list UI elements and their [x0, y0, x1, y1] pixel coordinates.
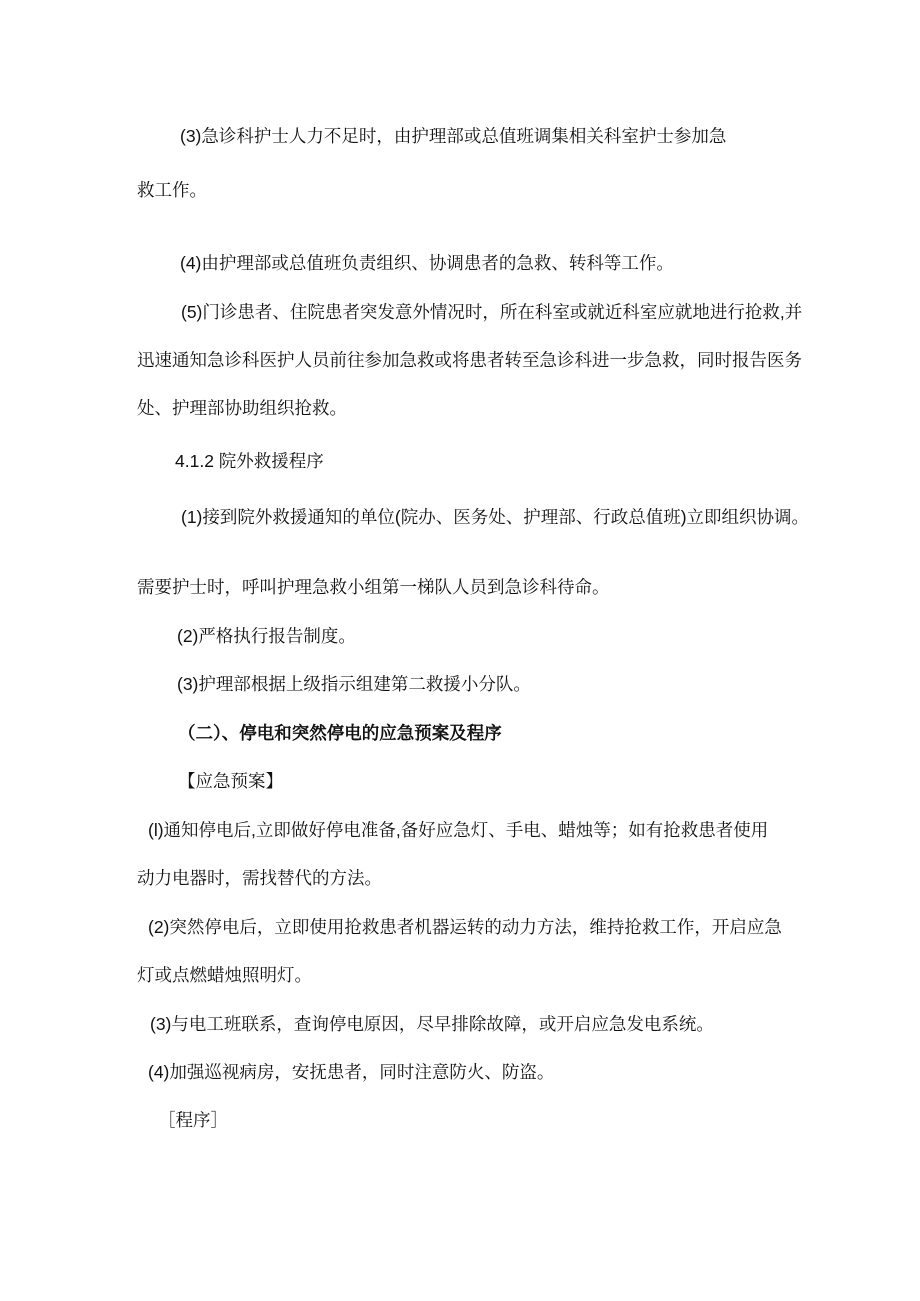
plan-item-4: (4)加强巡视病房，安抚患者，同时注意防火、防盗。	[148, 1062, 555, 1082]
plan-item-1-line-2: 动力电器时，需找替代的方法。	[137, 868, 382, 888]
plan-item-2-line-2: 灯或点燃蜡烛照明灯。	[137, 965, 312, 985]
section-heading-4-1-2: 4.1.2 院外救援程序	[175, 451, 324, 471]
paragraph-5-line-2: 迅速通知急诊科医护人员前往参加急救或将患者转至急诊科进一步急救，同时报告医务	[137, 350, 802, 370]
outside-paragraph-2: (2)严格执行报告制度。	[177, 626, 356, 646]
paragraph-5-line-3: 处、护理部协助组织抢救。	[137, 398, 347, 418]
section-heading-power-outage: （二）、停电和突然停电的应急预案及程序	[178, 723, 502, 743]
paragraph-3-line-1: (3)急诊科护士人力不足时，由护理部或总值班调集相关科室护士参加急	[180, 126, 727, 146]
paragraph-5-line-1: (5)门诊患者、住院患者突发意外情况时，所在科室或就近科室应就地进行抢救,并	[181, 302, 803, 322]
plan-item-3: (3)与电工班联系，查询停电原因，尽早排除故障，或开启应急发电系统。	[150, 1014, 714, 1034]
paragraph-3-line-2: 救工作。	[137, 180, 207, 200]
subheading-emergency-plan: 【应急预案】	[178, 771, 283, 791]
outside-paragraph-1-line-2: 需要护士时，呼叫护理急救小组第一梯队人员到急诊科待命。	[137, 577, 610, 597]
paragraph-4: (4)由护理部或总值班负责组织、协调患者的急救、转科等工作。	[180, 253, 674, 273]
outside-paragraph-1-line-1: (1)接到院外救援通知的单位(院办、医务处、护理部、行政总值班)立即组织协调。	[181, 507, 810, 527]
plan-item-2-line-1: (2)突然停电后，立即使用抢救患者机器运转的动力方法，维持抢救工作，开启应急	[148, 917, 782, 937]
plan-item-1-line-1: (l)通知停电后,立即做好停电准备,备好应急灯、手电、蜡烛等；如有抢救患者使用	[148, 820, 769, 840]
subheading-procedure: ［程序］	[158, 1110, 228, 1130]
outside-paragraph-3: (3)护理部根据上级指示组建第二救援小分队。	[177, 674, 531, 694]
